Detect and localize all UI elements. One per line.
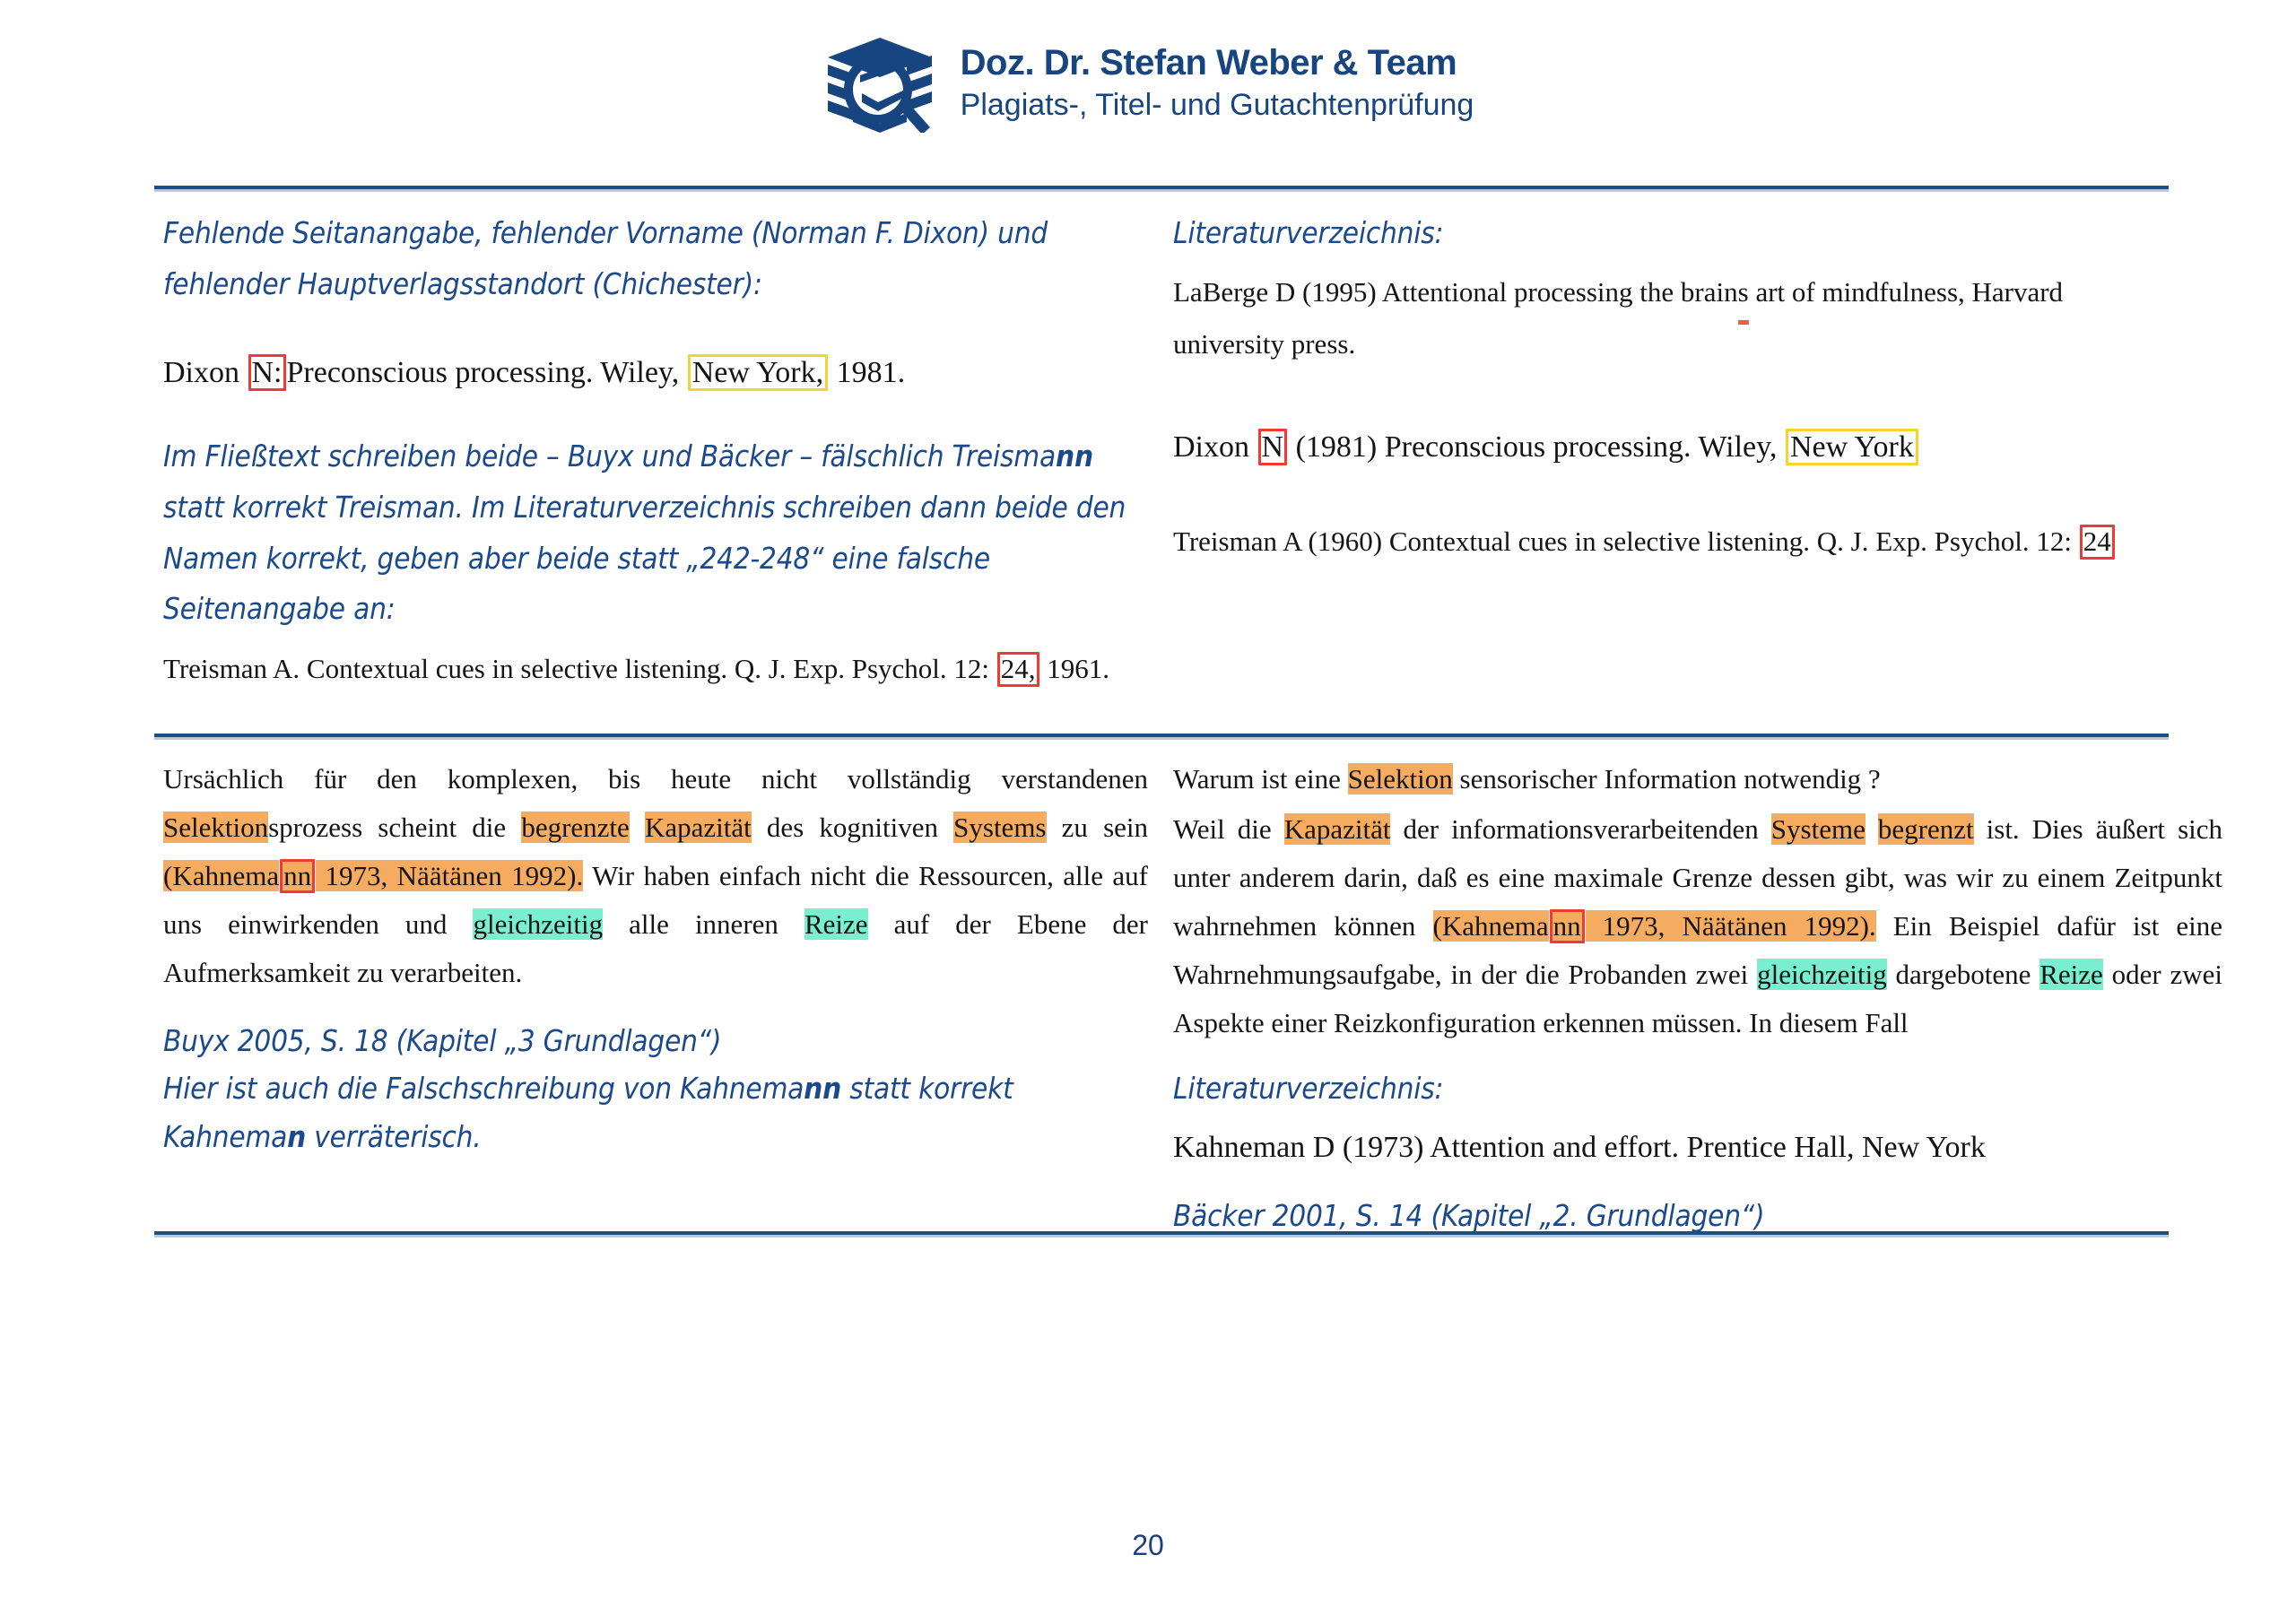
commentary-treismann-line-2: statt korrekt Treisman. Im Literaturverzeichnis schreiben dann beide den — [163, 489, 1126, 525]
annotation-red-box-page: 24, — [997, 652, 1039, 687]
commentary-buyx-source-line: Buyx 2005, S. 18 (Kapitel „3 Grundlagen“) — [163, 1022, 722, 1058]
reference-laberge-part-1: La — [1173, 275, 1203, 308]
citation-dixon-prefix: Dixon — [163, 355, 248, 389]
paragraph-baecker-body — [1173, 755, 2222, 1047]
highlight-begrenzte: begrenzte — [521, 811, 630, 843]
highlight-systems: Systems — [953, 811, 1047, 843]
reference-laberge-line-2: university press. — [1173, 327, 1356, 360]
paragraph-buyx-seg-5: zu sein — [1046, 811, 1149, 843]
paragraph-buyx-body — [163, 755, 1148, 997]
page-header — [0, 34, 2296, 133]
paragraph-baecker-rest — [1173, 805, 2222, 1047]
commentary-kahneman-emphasis-n: n — [287, 1118, 307, 1154]
highlight-reize: Reize — [804, 908, 868, 940]
annotation-red-underline-spacing-2: s — [1738, 268, 1749, 317]
highlight-kapazitaet: Kapazität — [644, 811, 752, 843]
paragraph-buyx-seg-7: alle inneren — [603, 908, 804, 940]
paragraph-baecker-seg-9: oder zwei Aspekte einer Reizkonfiguration erkennen müssen. In diesem Fall — [1173, 958, 2222, 1038]
paragraph-buyx-seg-2: sprozess scheint die — [268, 811, 522, 843]
reference-laberge-part-5: art of mindfulness, Harvard — [1748, 275, 2064, 308]
reference-laberge — [1173, 268, 2222, 369]
annotation-red-box-kahnemann-nn-right: nn — [1550, 909, 1585, 944]
reference-kahneman: Kahneman D (1973) Attention and effort. Prentice Hall, New York — [1173, 1131, 1986, 1165]
highlight-reize-right: Reize — [2039, 958, 2103, 990]
reference-dixon-prefix: Dixon — [1173, 430, 1257, 464]
reference-laberge-part-3: Berge D (1995) Attentional processing the brain — [1202, 275, 1738, 308]
section-two-right-column — [1173, 755, 2222, 1242]
brand-text-block — [961, 43, 1474, 124]
brand-lockup — [822, 34, 1474, 133]
commentary-buyx-source — [163, 1017, 1148, 1160]
divider-middle — [154, 734, 2169, 737]
commentary-dixon — [163, 208, 1148, 310]
paragraph-baecker-seg-8: dargebotene — [1886, 958, 2040, 990]
citation-treisman-suffix: 1961. — [1039, 653, 1110, 685]
commentary-kahnemann-text-b: statt korrekt — [841, 1071, 1013, 1107]
paragraph-buyx-seg-3 — [630, 812, 645, 843]
reference-dixon — [1173, 424, 2222, 471]
reference-treisman — [1173, 520, 2222, 562]
commentary-dixon-line-2: fehlender Hauptverlagsstandort (Chichester): — [163, 265, 762, 301]
commentary-dixon-line-1: Fehlende Seitanangabe, fehlender Vorname (Norman F. Dixon) und — [163, 215, 1048, 250]
highlight-kahnemann-citation-open: (Kahnema — [163, 859, 280, 891]
commentary-treismann — [163, 431, 1148, 635]
reference-dixon-middle: (1981) Preconscious processing. Wiley, — [1288, 430, 1785, 464]
section-one-right-column — [1173, 208, 2222, 562]
highlight-systeme: Systeme — [1770, 812, 1866, 845]
commentary-treismann-emphasis: nn — [1056, 439, 1093, 474]
commentary-kahnemann-line-2 — [163, 1113, 1148, 1160]
citation-treisman-buyx — [163, 647, 1148, 690]
highlight-kapazitaet-right: Kapazität — [1283, 812, 1391, 845]
paragraph-baecker-seg-7: Ein Beispiel dafür ist eine Wahrnehmungsaufgabe, in der die Probanden zwei — [1173, 909, 2222, 990]
paragraph-baecker-seg-5 — [1866, 813, 1878, 845]
commentary-treismann-line-1 — [163, 431, 1148, 482]
brand-title: Doz. Dr. Stefan Weber & Team — [960, 43, 1457, 83]
brand-subtitle: Plagiats-, Titel- und Gutachtenprüfung — [960, 88, 1474, 122]
commentary-kahnemann-emphasis-nn: nn — [804, 1071, 842, 1107]
commentary-kahnemann-text-a: Hier ist auch die Falschschreibung von Kahnema — [163, 1071, 804, 1107]
paragraph-buyx-seg-1: Ursächlich für den komplexen, bis heute nicht vollständig verstandenen — [163, 763, 1148, 795]
paragraph-baecker-seg-6: ist. Dies äußert sich unter anderem darin, daß es eine maximale Grenze dessen gibt, was wir zu einem Zeitpunkt wahrnehmen können — [1173, 812, 2223, 942]
annotation-red-box-initial: N: — [248, 354, 286, 392]
highlight-gleichzeitig-right: gleichzeitig — [1757, 958, 1887, 990]
citation-treisman-prefix: Treisman A. Contextual cues in selective listening. Q. J. Exp. Psychol. 12: — [163, 653, 996, 685]
annotation-red-box-kahnemann-nn: nn — [280, 859, 315, 894]
annotation-red-box-treisman-page: 24 — [2080, 525, 2115, 560]
paragraph-baecker-seg-4: der informationsverarbeitenden — [1390, 812, 1771, 845]
annotation-yellow-box-dixon-place: New York — [1786, 429, 1918, 466]
reference-treisman-prefix: Treisman A (1960) Contextual cues in selective listening. Q. J. Exp. Psychol. 12: — [1173, 525, 2079, 558]
paragraph-baecker-seg-3: Weil die — [1173, 812, 1284, 845]
divider-top — [154, 186, 2169, 189]
citation-dixon-buyx — [163, 350, 1148, 396]
highlight-kahnemann-citation-open-right: (Kahnema — [1432, 909, 1549, 942]
highlight-selektion-right: Selektion — [1347, 763, 1453, 795]
highlight-kahnemann-citation-close-right: 1973, Näätänen 1992). — [1585, 909, 1876, 942]
heading-literaturverzeichnis-top: Literaturverzeichnis: — [1173, 215, 1444, 250]
commentary-treismann-line-4: Seitenangabe an: — [163, 591, 396, 627]
page-number: 20 — [1132, 1529, 1164, 1561]
document-stack-magnifier-logo-icon — [822, 34, 937, 133]
citation-dixon-suffix: 1981. — [829, 355, 906, 389]
section-one-left-column — [163, 208, 1148, 690]
highlight-begrenzt: begrenzt — [1877, 812, 1974, 845]
annotation-yellow-box-place: New York, — [688, 354, 828, 392]
commentary-kahneman-text-a: Kahnema — [163, 1118, 288, 1154]
heading-literaturverzeichnis-bottom: Literaturverzeichnis: — [1173, 1070, 1444, 1106]
citation-dixon-middle: Preconscious processing. Wiley, — [286, 355, 687, 389]
section-two-left-column — [163, 755, 1148, 1160]
commentary-treismann-line-1-text: Im Fließtext schreiben beide – Buyx und Bäcker – fälschlich Treisma — [163, 439, 1057, 474]
commentary-baecker-source: Bäcker 2001, S. 14 (Kapitel „2. Grundlagen“) — [1173, 1198, 1765, 1234]
highlight-kahnemann-citation-close: 1973, Näätänen 1992). — [316, 859, 584, 891]
commentary-treismann-line-3: Namen korrekt, geben aber beide statt „242-248“ eine falsche — [163, 540, 990, 576]
highlight-gleichzeitig: gleichzeitig — [473, 908, 604, 940]
annotation-red-box-dixon-initial: N — [1258, 429, 1288, 466]
paragraph-buyx-seg-6: Wir haben einfach nicht die Ressourcen, alle auf uns einwirkenden und — [163, 859, 1148, 940]
paragraph-baecker-seg-1: Warum ist eine — [1173, 763, 1348, 795]
highlight-selektion: Selektion — [163, 811, 269, 843]
paragraph-baecker-seg-2: sensorischer Information notwendig ? — [1452, 763, 1881, 795]
commentary-kahneman-text-b: verräterisch. — [306, 1118, 482, 1154]
paragraph-buyx-seg-8: auf der Ebene der Aufmerksamkeit zu verarbeiten. — [163, 908, 1148, 988]
commentary-kahnemann-line-1 — [163, 1064, 1148, 1112]
paragraph-buyx-seg-4: des kognitiven — [751, 811, 954, 843]
